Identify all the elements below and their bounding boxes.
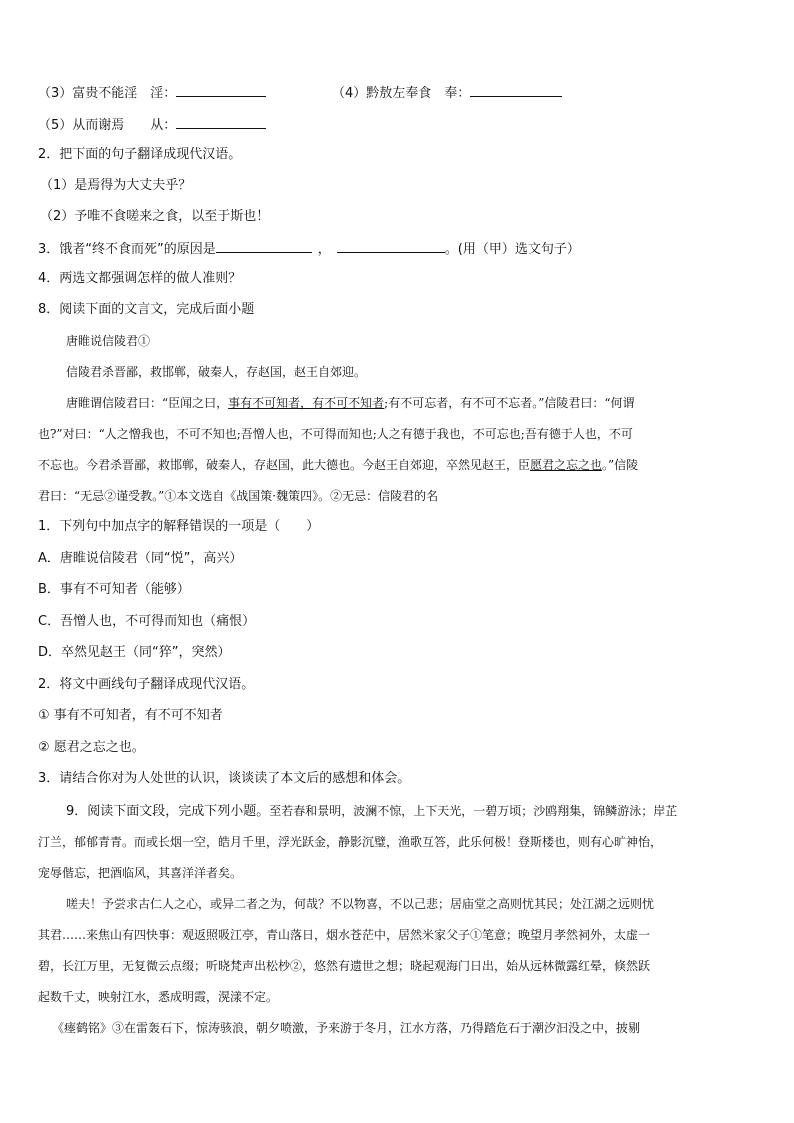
question-2-title: 2．把下面的句子翻译成现代汉语。 (38, 147, 242, 162)
passage-9-line-6: 碧，长江万里，无复微云点缀；听晓梵声出松杪②，悠然有遗世之想；晓起观海门日出，始从远林微露红晕，倏然跃 (38, 959, 651, 973)
passage-9-line-2: 汀兰，郁郁青青。而或长烟一空，皓月千里，浮光跃金，静影沉璧，渔歌互答，此乐何极！登斯楼也，则有心旷神怡， (38, 835, 663, 849)
passage-paragraph-2-line-1: 唐睢谓信陵君曰：“臣闻之曰，事有不可知者，有不可不知者;有不可忘者，有不可不忘者。”信陵君曰：“何谓 (66, 396, 635, 410)
answer-blank-reason-1[interactable] (216, 239, 312, 253)
question-9-title: 9．阅读下面文段，完成下列小题。 (66, 804, 270, 819)
question-8-title: 8．阅读下面的文言文，完成后面小题 (38, 302, 255, 317)
question-4-row (332, 83, 562, 103)
question-4-label: （4）黔敖左奉食 奉： (332, 86, 471, 101)
comma-separator: ， (317, 242, 331, 257)
passage-9-line-8: 《瘗鹤铭》③在雷轰石下，惊涛骇浪，朝夕喷激，予来游于冬月，江水方落，乃得踏危石于潮汐汩没之中，披剔 (52, 1021, 641, 1035)
question-3-text: 3．饿者“终不食而死”的原因是 (38, 242, 216, 257)
question-3-suffix: 。(用（甲）选文句子） (444, 242, 580, 257)
question-3-label: （3）富贵不能淫 淫： (38, 86, 177, 101)
question-9-line-1 (66, 802, 677, 821)
underlined-sentence-2: 愿君之忘之也 (530, 458, 603, 472)
passage-heading: 唐睢说信陵君① (66, 334, 151, 348)
answer-blank-reason-2[interactable] (337, 239, 445, 253)
translate-item-1: ① 事有不可知者，有不可不知者 (38, 708, 223, 723)
passage-9-line-1: 至若春和景明，波澜不惊，上下天光，一碧万顷；沙鸥翔集，锦鳞游泳；岸芷 (269, 804, 678, 818)
passage-9-line-4: 嗟夫！予尝求古仁人之心，或异二者之为，何哉？不以物喜，不以己悲；居庙堂之高则忧其民；处江湖之远则忧 (66, 897, 655, 911)
question-3-row (38, 83, 266, 103)
passage-paragraph-2-line-2: 也?”对曰：“人之憎我也，不可不知也;吾憎人也，不可得而知也;人之有德于我也，不可忘也;吾有德于人也，不可 (38, 427, 633, 441)
passage-paragraph-1: 信陵君杀晋鄙，救邯郸，破秦人，存赵国，赵王自郊迎。 (66, 365, 367, 379)
answer-blank-5[interactable] (176, 115, 266, 129)
subquestion-3: 3．请结合你对为人处世的认识，谈谈读了本文后的感想和体会。 (38, 771, 411, 786)
translate-sentence-2: （2）予唯不食嗟来之食，以至于斯也！ (40, 209, 270, 224)
question-4-text: 4．两选文都强调怎样的做人准则？ (38, 271, 242, 286)
option-d: D．卒然见赵王（同“猝”，突然） (38, 645, 231, 660)
option-c: C．吾憎人也，不可得而知也（痛恨） (38, 614, 256, 629)
translate-sentence-1: （1）是焉得为大丈夫乎？ (40, 178, 192, 193)
question-5-row (38, 115, 266, 135)
answer-blank-4[interactable] (470, 83, 562, 97)
underlined-sentence-1: 事有不可知者，有不可不知者 (228, 396, 385, 410)
question-5-label: （5）从而谢焉 从： (38, 118, 177, 133)
passage-paragraph-2-line-3: 不忘也。今君杀晋鄙，救邯郸，破秦人，存赵国，此大德也。今赵王自郊迎，卒然见赵王，臣愿君之忘之也。”信陵 (38, 458, 639, 472)
passage-9-line-5: 其君……来焦山有四快事：观返照吸江亭，青山落日，烟水苍茫中，居然米家父子①笔意；晚望月孝然祠外，太虚一 (38, 928, 651, 942)
option-a: A．唐睢说信陵君（同“悦”，高兴） (38, 551, 243, 566)
question-3-row-reason (38, 239, 580, 259)
passage-9-line-3: 宠辱偕忘，把酒临风，其喜洋洋者矣。 (38, 866, 243, 880)
passage-9-line-7: 起数千丈，映射江水，悉成明霞，滉漾不定。 (38, 990, 279, 1004)
translate-item-2: ② 愿君之忘之也。 (38, 740, 145, 755)
subquestion-1: 1．下列句中加点字的解释错误的一项是（ ） (38, 519, 320, 534)
subquestion-2: 2．将文中画线句子翻译成现代汉语。 (38, 677, 255, 692)
answer-blank-3[interactable] (176, 83, 266, 97)
passage-paragraph-2-line-4: 君曰：“无忌②谨受教。”①本文选自《战国策·魏策四》。②无忌：信陵君的名 (38, 489, 439, 503)
option-b: B．事有不可知者（能够） (38, 582, 190, 597)
